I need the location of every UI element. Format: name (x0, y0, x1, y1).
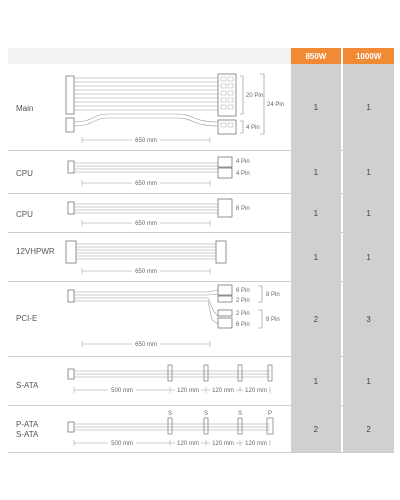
row-label: Main (16, 104, 34, 113)
length-label: 120 mm (212, 441, 234, 447)
length-label: 650 mm (135, 342, 157, 348)
pin-label: 6 Pin (236, 322, 250, 328)
length-label: 500 mm (111, 388, 133, 394)
qty-850w: 1 (291, 357, 342, 405)
length-label: 120 mm (177, 388, 199, 394)
qty-1000w: 1 (343, 194, 394, 232)
connector-type-label: S (237, 411, 243, 417)
row-label: 12VHPWR (16, 247, 55, 256)
cable-cell-cpu (8, 151, 291, 193)
pin-label: 8 Pin (266, 292, 280, 298)
table-row-cpu-8 (8, 194, 394, 233)
table-row-main (8, 64, 394, 151)
header-850w: 850W (291, 48, 342, 64)
pin-label: 2 Pin (236, 298, 250, 304)
cable-cell-main (8, 64, 291, 150)
length-label: 120 mm (245, 388, 267, 394)
row-label: PCI-E (16, 314, 38, 323)
pin-label: 4 Pin (246, 125, 260, 131)
row-label: CPU (16, 210, 33, 219)
connector-type-label: S (203, 411, 209, 417)
sata-cable-diagram (8, 357, 292, 405)
cable-cell-12vhpwr (8, 233, 291, 281)
length-label: 650 mm (135, 138, 157, 144)
qty-1000w: 1 (343, 64, 394, 150)
cpu-cable-diagram (8, 194, 292, 232)
cpu-cable-diagram (8, 151, 292, 193)
connector-type-label: P (267, 411, 273, 417)
cable-cell-pcie (8, 282, 291, 356)
pata-sata-cable-diagram (8, 406, 292, 452)
qty-1000w: 1 (343, 357, 394, 405)
length-label: 120 mm (177, 441, 199, 447)
pin-label: 24 Pin (267, 102, 285, 108)
header-spacer (8, 48, 291, 64)
pin-label: 20 Pin (246, 93, 264, 99)
table-row-pata-sata (8, 406, 394, 453)
qty-850w: 1 (291, 194, 342, 232)
table-row-12vhpwr (8, 233, 394, 282)
qty-1000w: 1 (343, 151, 394, 193)
pin-label: 6 Pin (236, 288, 250, 294)
qty-1000w: 3 (343, 282, 394, 356)
table-row-sata (8, 357, 394, 406)
table-row-cpu-4-4 (8, 151, 394, 194)
table-header-row (8, 48, 394, 64)
row-label-line-1: P-ATA (16, 420, 39, 429)
length-label: 500 mm (111, 441, 133, 447)
connector-type-label: S (167, 411, 173, 417)
cable-spec-table (8, 48, 394, 453)
pin-label: 8 Pin (236, 206, 250, 212)
pin-label: 2 Pin (236, 311, 250, 317)
qty-850w: 1 (291, 151, 342, 193)
header-1000w: 1000W (343, 48, 394, 64)
qty-1000w: 1 (343, 233, 394, 281)
length-label: 120 mm (245, 441, 267, 447)
pin-label: 4 Pin (236, 171, 250, 177)
12vhpwr-cable-diagram (8, 233, 292, 281)
length-label: 650 mm (135, 269, 157, 275)
cable-cell-sata (8, 357, 291, 405)
row-label-line-2: S-ATA (16, 430, 39, 439)
cable-cell-cpu (8, 194, 291, 232)
qty-850w: 1 (291, 64, 342, 150)
table-row-pcie (8, 282, 394, 357)
row-label: S-ATA (16, 381, 39, 390)
length-label: 650 mm (135, 221, 157, 227)
qty-1000w: 2 (343, 406, 394, 452)
qty-850w: 2 (291, 406, 342, 452)
main-cable-diagram (8, 64, 292, 150)
qty-850w: 2 (291, 282, 342, 356)
length-label: 650 mm (135, 181, 157, 187)
row-label: CPU (16, 169, 33, 178)
pcie-cable-diagram (8, 282, 292, 356)
pin-label: 8 Pin (266, 317, 280, 323)
qty-850w: 1 (291, 233, 342, 281)
length-label: 120 mm (212, 388, 234, 394)
pin-label: 4 Pin (236, 159, 250, 165)
cable-cell-pata-sata (8, 406, 291, 452)
